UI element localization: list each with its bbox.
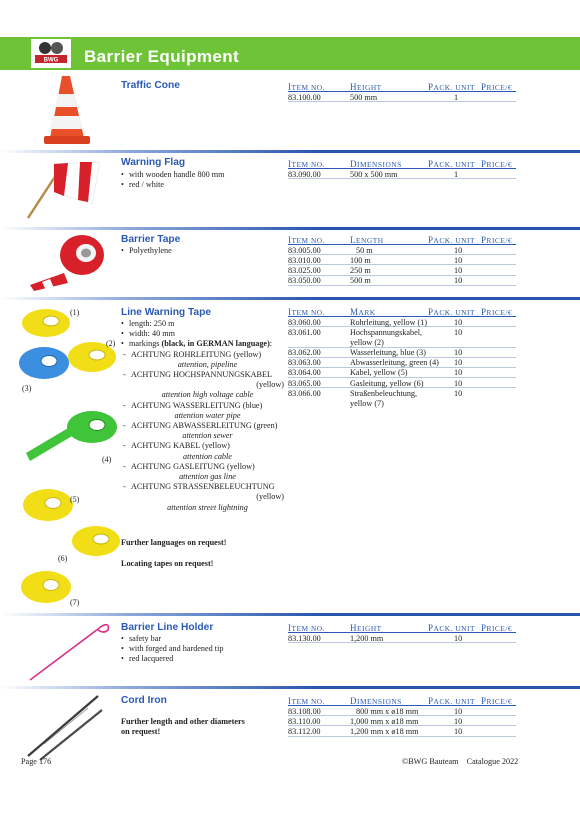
col-item-no: ITEM NO. — [288, 307, 325, 317]
marking-en: attention sewer — [182, 431, 233, 441]
line-warning-tape-title: Line Warning Tape — [121, 307, 211, 318]
mark-value: Straßenbeleuchtung, yellow (7) — [350, 388, 418, 408]
table-header — [288, 82, 516, 92]
barrier-line-holder-table — [288, 623, 516, 643]
col-price: PRICE/€ — [481, 159, 513, 169]
table-header — [288, 623, 516, 633]
pack-unit-value: 10 — [454, 633, 463, 643]
table-row — [288, 716, 516, 726]
length-value: 100 m — [350, 255, 371, 265]
col-price: PRICE/€ — [481, 696, 513, 706]
col-height: HEIGHT — [350, 623, 382, 633]
pack-unit-value: 10 — [454, 358, 463, 368]
mark-value: Rohrleitung, yellow (1) — [350, 317, 428, 327]
table-row — [288, 255, 516, 265]
cord-iron-table — [288, 696, 516, 737]
marking-de-cont: (yellow) — [256, 492, 284, 502]
mark-value: Gasleitung, yellow (6) — [350, 378, 424, 388]
marking-de: - ACHTUNG ROHRLEITUNG (yellow) — [121, 350, 284, 360]
item-no: 83.100.00 — [288, 92, 321, 102]
section-divider — [0, 150, 580, 153]
col-item-no: ITEM NO. — [288, 235, 325, 245]
pack-unit-value: 10 — [454, 388, 463, 398]
pack-unit-value: 10 — [454, 706, 463, 716]
col-pack-unit: PACK. UNIT — [428, 696, 475, 706]
mark-value: Abwasserleitung, green (4) — [350, 358, 439, 368]
dimensions-value: 1,200 mm x ø18 mm — [350, 726, 419, 736]
item-no: 83.061.00 — [288, 327, 321, 337]
table-row — [288, 327, 516, 347]
table-row — [288, 276, 516, 286]
barrier-tape-table — [288, 235, 516, 286]
warning-flag-description — [121, 170, 286, 190]
length-value: 500 m — [350, 276, 371, 286]
page-title: Barrier Equipment — [84, 47, 240, 66]
col-price: PRICE/€ — [481, 82, 513, 92]
height-value: 500 mm — [350, 92, 378, 102]
height-value: 1,200 mm — [350, 633, 384, 643]
table-row — [288, 388, 516, 408]
warning-flag-title: Warning Flag — [121, 157, 186, 168]
item-no: 83.063.00 — [288, 358, 321, 368]
cord-iron-title: Cord Iron — [121, 695, 167, 706]
traffic-cone-table — [288, 82, 516, 102]
item-no: 83.005.00 — [288, 245, 321, 255]
pack-unit-value: 1 — [454, 169, 459, 179]
item-no: 83.060.00 — [288, 317, 321, 327]
pack-unit-value: 10 — [454, 317, 463, 327]
pack-unit-value: 10 — [454, 265, 463, 275]
image-label-2: (2) — [106, 339, 116, 348]
bullet-item: • red / white — [121, 180, 286, 190]
marking-en: attention high voltage cable — [161, 390, 254, 400]
bullet-item: • Polyethylene — [121, 246, 286, 256]
pack-unit-value: 10 — [454, 255, 463, 265]
item-no: 83.010.00 — [288, 255, 321, 265]
table-row — [288, 368, 516, 378]
markings-intro: markings — [129, 339, 162, 349]
markings-bold: (black, in GERMAN language) — [161, 339, 270, 349]
copyright: ©BWG Bauteam Catalogue 2022 — [402, 757, 519, 766]
pack-unit-value: 10 — [454, 327, 463, 337]
col-item-no: ITEM NO. — [288, 159, 325, 169]
item-no: 83.112.00 — [288, 726, 321, 736]
image-label-6: (6) — [58, 554, 68, 563]
bullet-item: • width: 40 mm — [121, 329, 284, 339]
traffic-cone-title: Traffic Cone — [121, 80, 180, 91]
length-value: 50 m — [356, 245, 373, 255]
section-divider — [0, 297, 580, 300]
logo-text: BWG — [43, 57, 59, 64]
mark-value: Wasserleitung, blue (3) — [350, 348, 426, 358]
bullet-item: • with wooden handle 800 mm — [121, 170, 286, 180]
image-label-7: (7) — [70, 598, 80, 607]
item-no: 83.025.00 — [288, 265, 321, 275]
table-row — [288, 358, 516, 368]
barrier-line-holder-description — [121, 634, 286, 665]
table-row — [288, 378, 516, 388]
item-no: 83.130.00 — [288, 633, 321, 643]
bullet-item: • safety bar — [121, 634, 286, 644]
further-languages-note: Further languages on request! — [121, 538, 227, 547]
item-no: 83.064.00 — [288, 368, 321, 378]
marking-en: attention street lightning — [167, 502, 248, 512]
col-height: HEIGHT — [350, 82, 382, 92]
image-label-4: (4) — [102, 455, 112, 464]
barrier-tape-description — [121, 246, 286, 256]
table-row — [288, 245, 516, 255]
table-row — [288, 633, 516, 643]
col-mark: MARK — [350, 307, 376, 317]
dimensions-value: 500 x 500 mm — [350, 169, 398, 179]
pack-unit-value: 1 — [454, 92, 459, 102]
pack-unit-value: 10 — [454, 726, 463, 736]
item-no: 83.065.00 — [288, 378, 321, 388]
table-header — [288, 235, 516, 245]
col-pack-unit: PACK. UNIT — [428, 235, 475, 245]
table-header — [288, 307, 516, 317]
line-warning-tape-description — [121, 319, 284, 513]
marking-de-cont: (yellow) — [256, 380, 284, 390]
col-pack-unit: PACK. UNIT — [428, 623, 475, 633]
bullet-item: • red lacquered — [121, 654, 286, 664]
marking-en: attention gas line — [179, 472, 236, 482]
col-pack-unit: PACK. UNIT — [428, 307, 475, 317]
pack-unit-value: 10 — [454, 276, 463, 286]
table-row — [288, 169, 516, 179]
bwg-logo — [31, 39, 71, 68]
section-divider — [0, 613, 580, 616]
marking-de: - ACHTUNG STRASSENBELEUCHTUNG — [121, 482, 284, 492]
table-row — [288, 348, 516, 358]
col-dimensions: DIMENSIONS — [350, 696, 402, 706]
item-no: 83.090.00 — [288, 169, 321, 179]
table-header — [288, 696, 516, 706]
table-row — [288, 317, 516, 327]
dimensions-value: 800 mm x ø18 mm — [356, 706, 419, 716]
section-divider — [0, 686, 580, 689]
col-length: LENGTH — [350, 235, 384, 245]
pack-unit-value: 10 — [454, 378, 463, 388]
col-price: PRICE/€ — [481, 235, 513, 245]
table-row — [288, 92, 516, 102]
traffic-cone-image — [42, 74, 92, 146]
table-row — [288, 265, 516, 275]
locating-tapes-note: Locating tapes on request! — [121, 559, 214, 568]
marking-de: - ACHTUNG GASLEITUNG (yellow) — [121, 462, 284, 472]
barrier-tape-title: Barrier Tape — [121, 234, 181, 245]
dimensions-value: 1,000 mm x ø18 mm — [350, 716, 419, 726]
col-item-no: ITEM NO. — [288, 696, 325, 706]
pack-unit-value: 10 — [454, 716, 463, 726]
table-row — [288, 726, 516, 736]
col-price: PRICE/€ — [481, 307, 513, 317]
marking-en: attention cable — [183, 451, 232, 461]
pack-unit-value: 10 — [454, 245, 463, 255]
pack-unit-value: 10 — [454, 368, 463, 378]
marking-de: - ACHTUNG WASSERLEITUNG (blue) — [121, 401, 284, 411]
image-label-1: (1) — [70, 308, 80, 317]
col-pack-unit: PACK. UNIT — [428, 82, 475, 92]
barrier-line-holder-image — [24, 620, 114, 682]
marking-en: attention water pipe — [174, 410, 241, 420]
barrier-line-holder-title: Barrier Line Holder — [121, 622, 214, 633]
cord-iron-note: Further length and other diameters on request! — [121, 717, 245, 737]
col-pack-unit: PACK. UNIT — [428, 159, 475, 169]
barrier-tape-image — [28, 233, 108, 291]
bullet-item: • length: 250 m — [121, 319, 284, 329]
image-label-3: (3) — [22, 384, 32, 393]
item-no: 83.110.00 — [288, 716, 321, 726]
bullet-item: • with forged and hardened tip — [121, 644, 286, 654]
page-number: Page 176 — [21, 757, 52, 766]
image-label-5: (5) — [70, 495, 80, 504]
col-item-no: ITEM NO. — [288, 623, 325, 633]
pack-unit-value: 10 — [454, 348, 463, 358]
markings-colon: : — [269, 339, 273, 349]
item-no: 83.050.00 — [288, 276, 321, 286]
mark-value: Hochspannungskabel, yellow (2) — [350, 327, 423, 347]
item-no: 83.066.00 — [288, 388, 321, 398]
marking-en: attention, pipeline — [177, 359, 238, 369]
line-warning-tape-table — [288, 307, 516, 409]
item-no: 83.062.00 — [288, 348, 321, 358]
marking-de: - ACHTUNG HOCHSPANNUNGSKABEL — [121, 370, 284, 380]
length-value: 250 m — [350, 265, 371, 275]
col-price: PRICE/€ — [481, 623, 513, 633]
table-row — [288, 706, 516, 716]
warning-flag-table — [288, 159, 516, 179]
section-divider — [0, 227, 580, 230]
warning-flag-image — [24, 158, 104, 220]
bullet-item — [121, 339, 284, 349]
marking-de: - ACHTUNG KABEL (yellow) — [121, 441, 284, 451]
table-header — [288, 159, 516, 169]
cord-iron-image — [24, 692, 106, 762]
mark-value: Kabel, yellow (5) — [350, 368, 408, 378]
col-item-no: ITEM NO. — [288, 82, 325, 92]
col-dimensions: DIMENSIONS — [350, 159, 402, 169]
item-no: 83.108.00 — [288, 706, 321, 716]
marking-de: - ACHTUNG ABWASSERLEITUNG (green) — [121, 421, 284, 431]
